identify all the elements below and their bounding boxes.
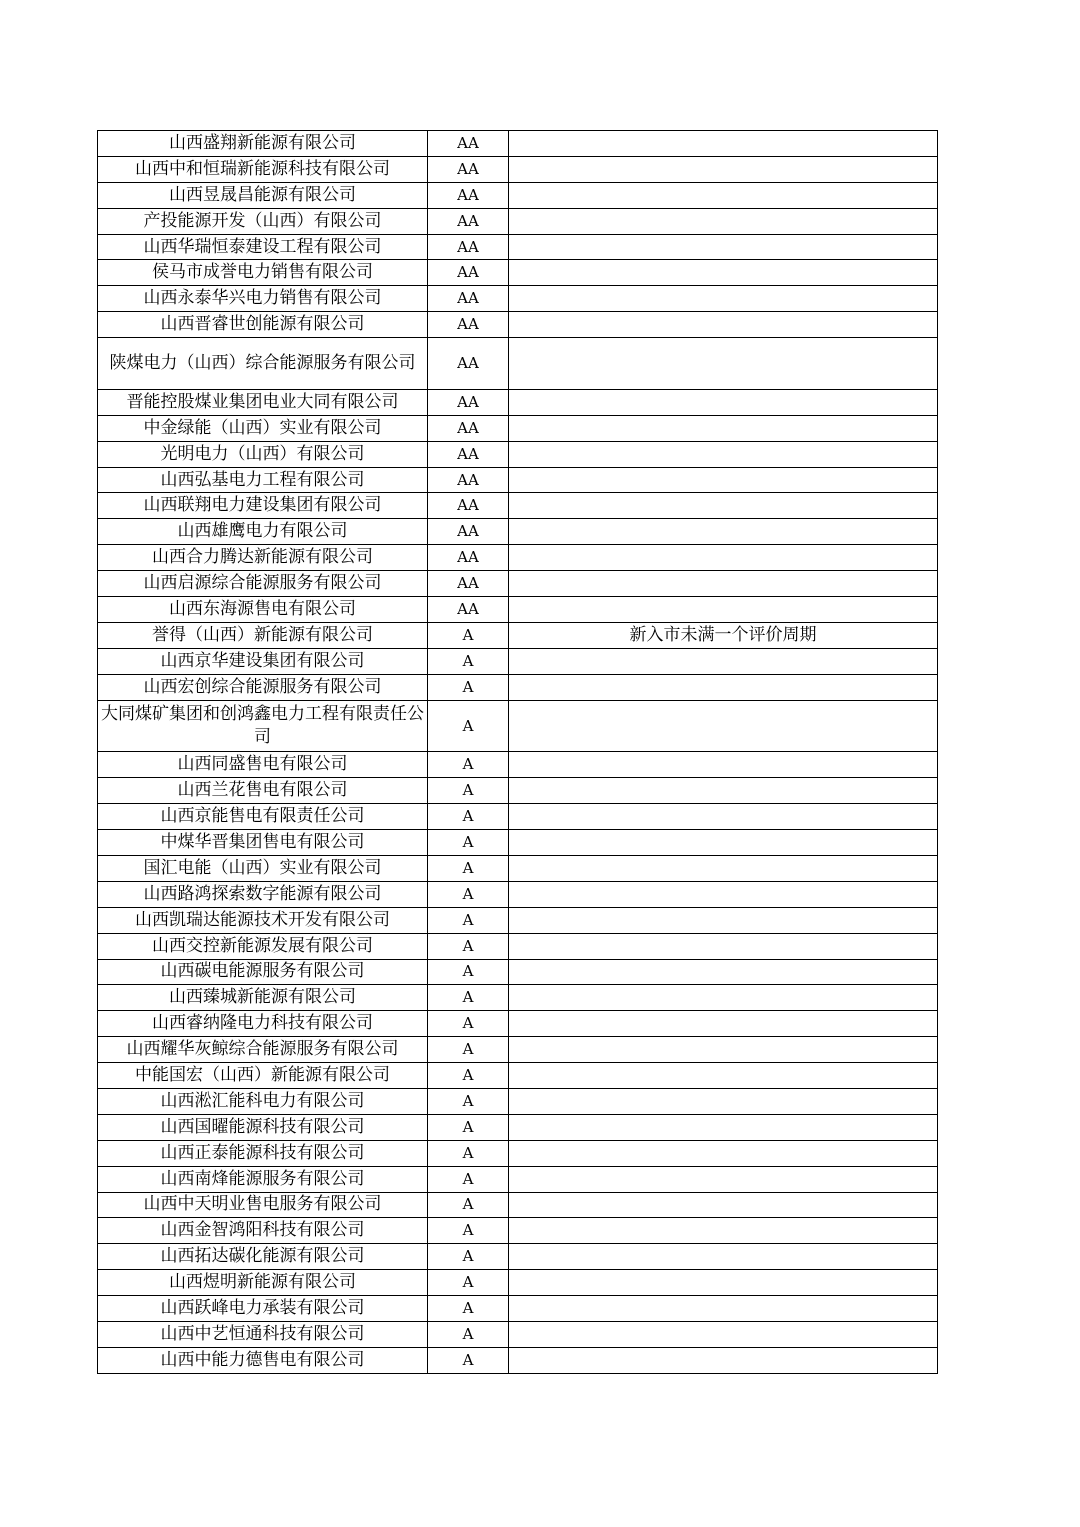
rating-cell: AA [428,182,509,208]
table-row [98,597,938,623]
table-row [98,1063,938,1089]
table-row [98,1140,938,1166]
note-cell [509,389,938,415]
note-cell [509,1011,938,1037]
company-name-cell: 侯马市成誉电力销售有限公司 [98,260,428,286]
note-cell [509,156,938,182]
rating-cell: A [428,1114,509,1140]
company-name-cell: 山西同盛售电有限公司 [98,752,428,778]
table-row [98,778,938,804]
note-cell [509,182,938,208]
note-cell [509,571,938,597]
table-row [98,959,938,985]
note-cell [509,1037,938,1063]
company-name-cell: 山西弘基电力工程有限公司 [98,467,428,493]
rating-cell: A [428,804,509,830]
note-cell [509,881,938,907]
note-cell [509,1244,938,1270]
rating-cell: AA [428,260,509,286]
rating-cell: A [428,1270,509,1296]
company-name-cell: 产投能源开发（山西）有限公司 [98,208,428,234]
note-cell [509,959,938,985]
note-cell [509,338,938,390]
table-row [98,1114,938,1140]
company-name-cell: 山西宏创综合能源服务有限公司 [98,674,428,700]
table-row [98,933,938,959]
company-name-cell: 陕煤电力（山西）综合能源服务有限公司 [98,338,428,390]
note-cell [509,1063,938,1089]
company-name-cell: 山西正泰能源科技有限公司 [98,1140,428,1166]
note-cell [509,1218,938,1244]
table-row [98,571,938,597]
note-cell [509,752,938,778]
rating-cell: A [428,933,509,959]
table-row [98,415,938,441]
rating-cell: A [428,1322,509,1348]
company-name-cell: 山西中和恒瑞新能源科技有限公司 [98,156,428,182]
rating-cell: A [428,1140,509,1166]
company-name-cell: 中煤华晋集团售电有限公司 [98,830,428,856]
company-name-cell: 山西跃峰电力承装有限公司 [98,1296,428,1322]
company-name-cell: 誉得（山西）新能源有限公司 [98,622,428,648]
note-cell [509,700,938,752]
rating-cell: A [428,1347,509,1373]
table-row [98,1244,938,1270]
table-row [98,441,938,467]
rating-cell: AA [428,519,509,545]
note-cell [509,830,938,856]
note-cell [509,312,938,338]
rating-cell: A [428,1218,509,1244]
company-name-cell: 国汇电能（山西）实业有限公司 [98,855,428,881]
rating-cell: A [428,881,509,907]
note-cell [509,493,938,519]
note-cell [509,467,938,493]
table-row [98,182,938,208]
table-row [98,830,938,856]
note-cell [509,933,938,959]
table-row [98,1166,938,1192]
table-row [98,855,938,881]
table-row [98,674,938,700]
rating-cell: A [428,1011,509,1037]
table-row [98,1192,938,1218]
table-row [98,648,938,674]
table-row [98,1218,938,1244]
table-body [98,131,938,1374]
table-row [98,985,938,1011]
note-cell [509,1270,938,1296]
table-row [98,1088,938,1114]
company-name-cell: 山西中艺恒通科技有限公司 [98,1322,428,1348]
company-name-cell: 大同煤矿集团和创鸿鑫电力工程有限责任公司 [98,700,428,752]
table-row [98,545,938,571]
table-row [98,493,938,519]
rating-cell: A [428,1088,509,1114]
note-cell [509,208,938,234]
company-name-cell: 山西联翔电力建设集团有限公司 [98,493,428,519]
company-name-cell: 中金绿能（山西）实业有限公司 [98,415,428,441]
company-name-cell: 山西金智鸿阳科技有限公司 [98,1218,428,1244]
note-cell [509,907,938,933]
company-name-cell: 山西盛翔新能源有限公司 [98,131,428,157]
company-name-cell: 山西雄鹰电力有限公司 [98,519,428,545]
rating-cell: A [428,752,509,778]
rating-cell: AA [428,493,509,519]
table-row [98,907,938,933]
company-name-cell: 山西华瑞恒泰建设工程有限公司 [98,234,428,260]
company-name-cell: 山西启源综合能源服务有限公司 [98,571,428,597]
company-name-cell: 山西凯瑞达能源技术开发有限公司 [98,907,428,933]
rating-cell: AA [428,597,509,623]
note-cell [509,1088,938,1114]
company-name-cell: 山西耀华灰鲸综合能源服务有限公司 [98,1037,428,1063]
rating-cell: AA [428,234,509,260]
rating-cell: AA [428,286,509,312]
company-name-cell: 光明电力（山西）有限公司 [98,441,428,467]
note-cell: 新入市未满一个评价周期 [509,622,938,648]
company-name-cell: 山西睿纳隆电力科技有限公司 [98,1011,428,1037]
rating-cell: A [428,648,509,674]
company-name-cell: 山西中能力德售电有限公司 [98,1347,428,1373]
rating-cell: AA [428,571,509,597]
rating-cell: AA [428,312,509,338]
rating-cell: A [428,1296,509,1322]
table-row [98,312,938,338]
company-name-cell: 山西国曜能源科技有限公司 [98,1114,428,1140]
table-row [98,1270,938,1296]
note-cell [509,855,938,881]
table-row [98,804,938,830]
note-cell [509,1347,938,1373]
rating-cell: A [428,778,509,804]
rating-cell: A [428,1166,509,1192]
note-cell [509,1322,938,1348]
note-cell [509,648,938,674]
table-row [98,519,938,545]
note-cell [509,131,938,157]
company-name-cell: 山西拓达碳化能源有限公司 [98,1244,428,1270]
table-row [98,286,938,312]
rating-cell: A [428,674,509,700]
table-row [98,700,938,752]
rating-cell: AA [428,545,509,571]
company-name-cell: 山西永泰华兴电力销售有限公司 [98,286,428,312]
note-cell [509,985,938,1011]
company-name-cell: 山西淞汇能科电力有限公司 [98,1088,428,1114]
company-name-cell: 山西京华建设集团有限公司 [98,648,428,674]
company-name-cell: 山西南烽能源服务有限公司 [98,1166,428,1192]
company-name-cell: 山西兰花售电有限公司 [98,778,428,804]
note-cell [509,674,938,700]
credit-rating-table [97,130,938,1374]
table-row [98,1037,938,1063]
table-row [98,1322,938,1348]
note-cell [509,234,938,260]
rating-cell: A [428,907,509,933]
rating-cell: AA [428,467,509,493]
note-cell [509,519,938,545]
note-cell [509,1140,938,1166]
company-name-cell: 晋能控股煤业集团电业大同有限公司 [98,389,428,415]
rating-cell: AA [428,208,509,234]
rating-cell: A [428,1037,509,1063]
table-row [98,1347,938,1373]
rating-cell: AA [428,389,509,415]
rating-cell: A [428,855,509,881]
note-cell [509,1192,938,1218]
table-row [98,752,938,778]
rating-cell: A [428,700,509,752]
table-row [98,1011,938,1037]
note-cell [509,286,938,312]
company-name-cell: 山西臻城新能源有限公司 [98,985,428,1011]
table-row [98,260,938,286]
rating-cell: A [428,622,509,648]
note-cell [509,1296,938,1322]
rating-cell: A [428,1244,509,1270]
table-row [98,131,938,157]
rating-cell: AA [428,441,509,467]
note-cell [509,778,938,804]
company-name-cell: 山西煜明新能源有限公司 [98,1270,428,1296]
table-row [98,156,938,182]
table-row [98,881,938,907]
rating-cell: A [428,959,509,985]
company-name-cell: 山西中天明业售电服务有限公司 [98,1192,428,1218]
note-cell [509,545,938,571]
note-cell [509,1114,938,1140]
note-cell [509,441,938,467]
rating-cell: A [428,1063,509,1089]
company-name-cell: 山西昱晟昌能源有限公司 [98,182,428,208]
rating-cell: AA [428,338,509,390]
note-cell [509,597,938,623]
rating-cell: A [428,985,509,1011]
rating-cell: AA [428,156,509,182]
rating-cell: A [428,1192,509,1218]
company-name-cell: 山西交控新能源发展有限公司 [98,933,428,959]
table-row [98,467,938,493]
table-row [98,208,938,234]
company-name-cell: 山西晋睿世创能源有限公司 [98,312,428,338]
table-row [98,1296,938,1322]
table-row [98,338,938,390]
table-row [98,622,938,648]
company-name-cell: 山西东海源售电有限公司 [98,597,428,623]
company-name-cell: 山西路鸿探索数字能源有限公司 [98,881,428,907]
rating-cell: AA [428,131,509,157]
company-name-cell: 山西京能售电有限责任公司 [98,804,428,830]
note-cell [509,1166,938,1192]
company-name-cell: 山西碳电能源服务有限公司 [98,959,428,985]
note-cell [509,260,938,286]
rating-cell: AA [428,415,509,441]
company-name-cell: 中能国宏（山西）新能源有限公司 [98,1063,428,1089]
table-row [98,389,938,415]
note-cell [509,804,938,830]
note-cell [509,415,938,441]
rating-cell: A [428,830,509,856]
table-row [98,234,938,260]
company-name-cell: 山西合力腾达新能源有限公司 [98,545,428,571]
